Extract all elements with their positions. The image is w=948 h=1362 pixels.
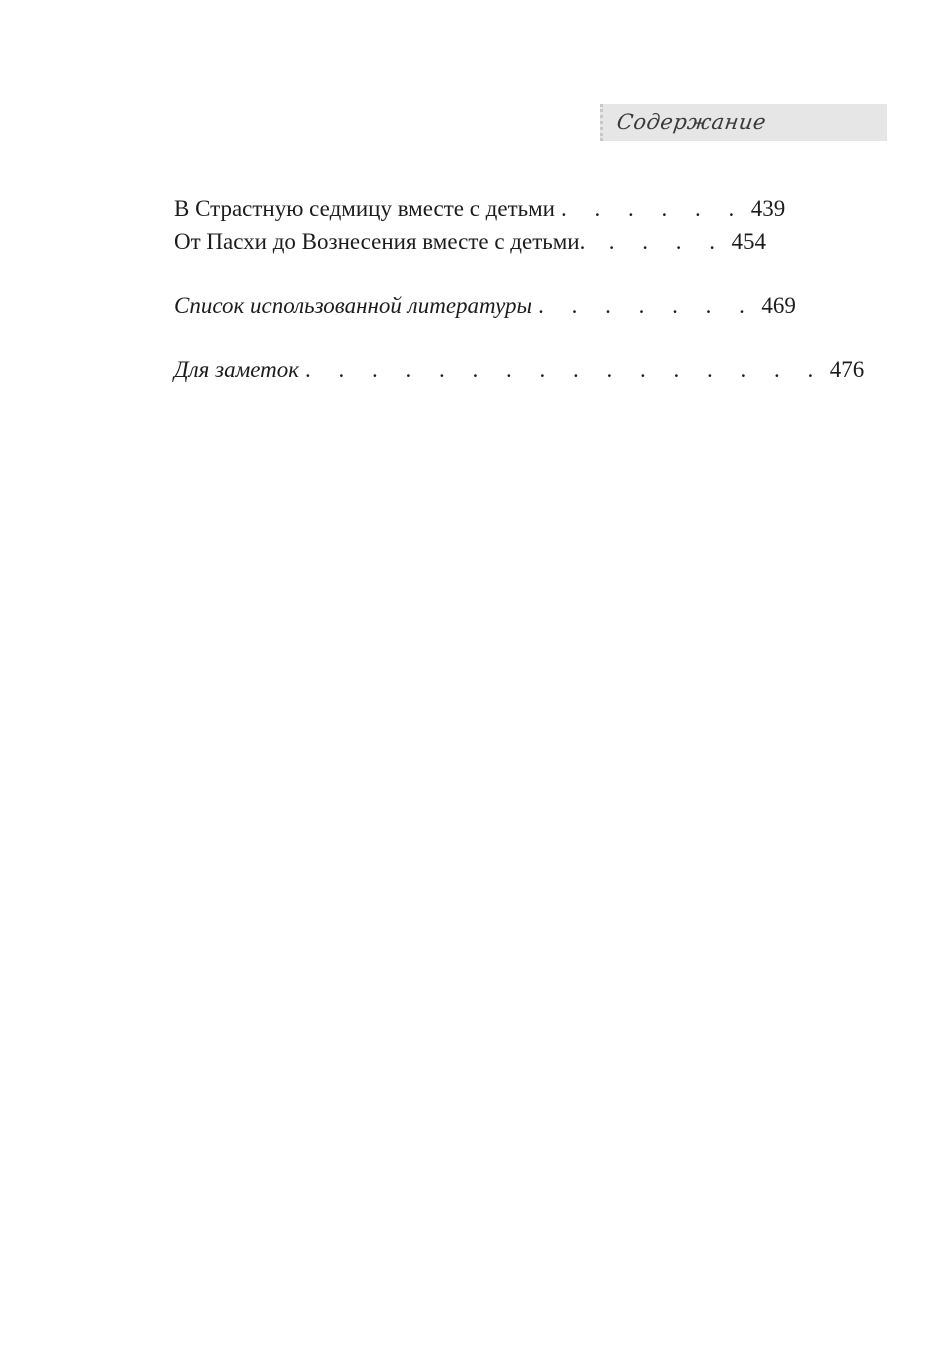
toc-entry (174, 353, 865, 386)
running-header-title: Содержание (615, 110, 768, 134)
toc-dot-leader: . . . . (608, 229, 726, 254)
toc-page-number: 476 (829, 357, 865, 382)
toc-entry-title: Список использованной литературы (174, 293, 533, 318)
toc-entry (174, 289, 796, 322)
toc-dot-leader: . . . . . . . . . . . . . . . . (305, 357, 825, 382)
toc-dot-leader: . . . . . . (560, 196, 746, 221)
toc-entry-title: В Страстную седмицу вместе с детьми (174, 196, 555, 221)
table-of-contents (174, 192, 865, 386)
toc-entry (174, 192, 786, 225)
toc-page-number: 439 (750, 196, 786, 221)
toc-dot-leader: . . . . . . . (538, 293, 756, 318)
toc-entry-title: Для заметок (174, 357, 300, 382)
running-header-tab (600, 104, 887, 141)
toc-page-number: 454 (731, 229, 766, 254)
toc-entry (174, 225, 766, 258)
toc-page-number: 469 (761, 293, 796, 318)
toc-entry-title: От Пасхи до Вознесения вместе с детьми. (174, 229, 586, 254)
